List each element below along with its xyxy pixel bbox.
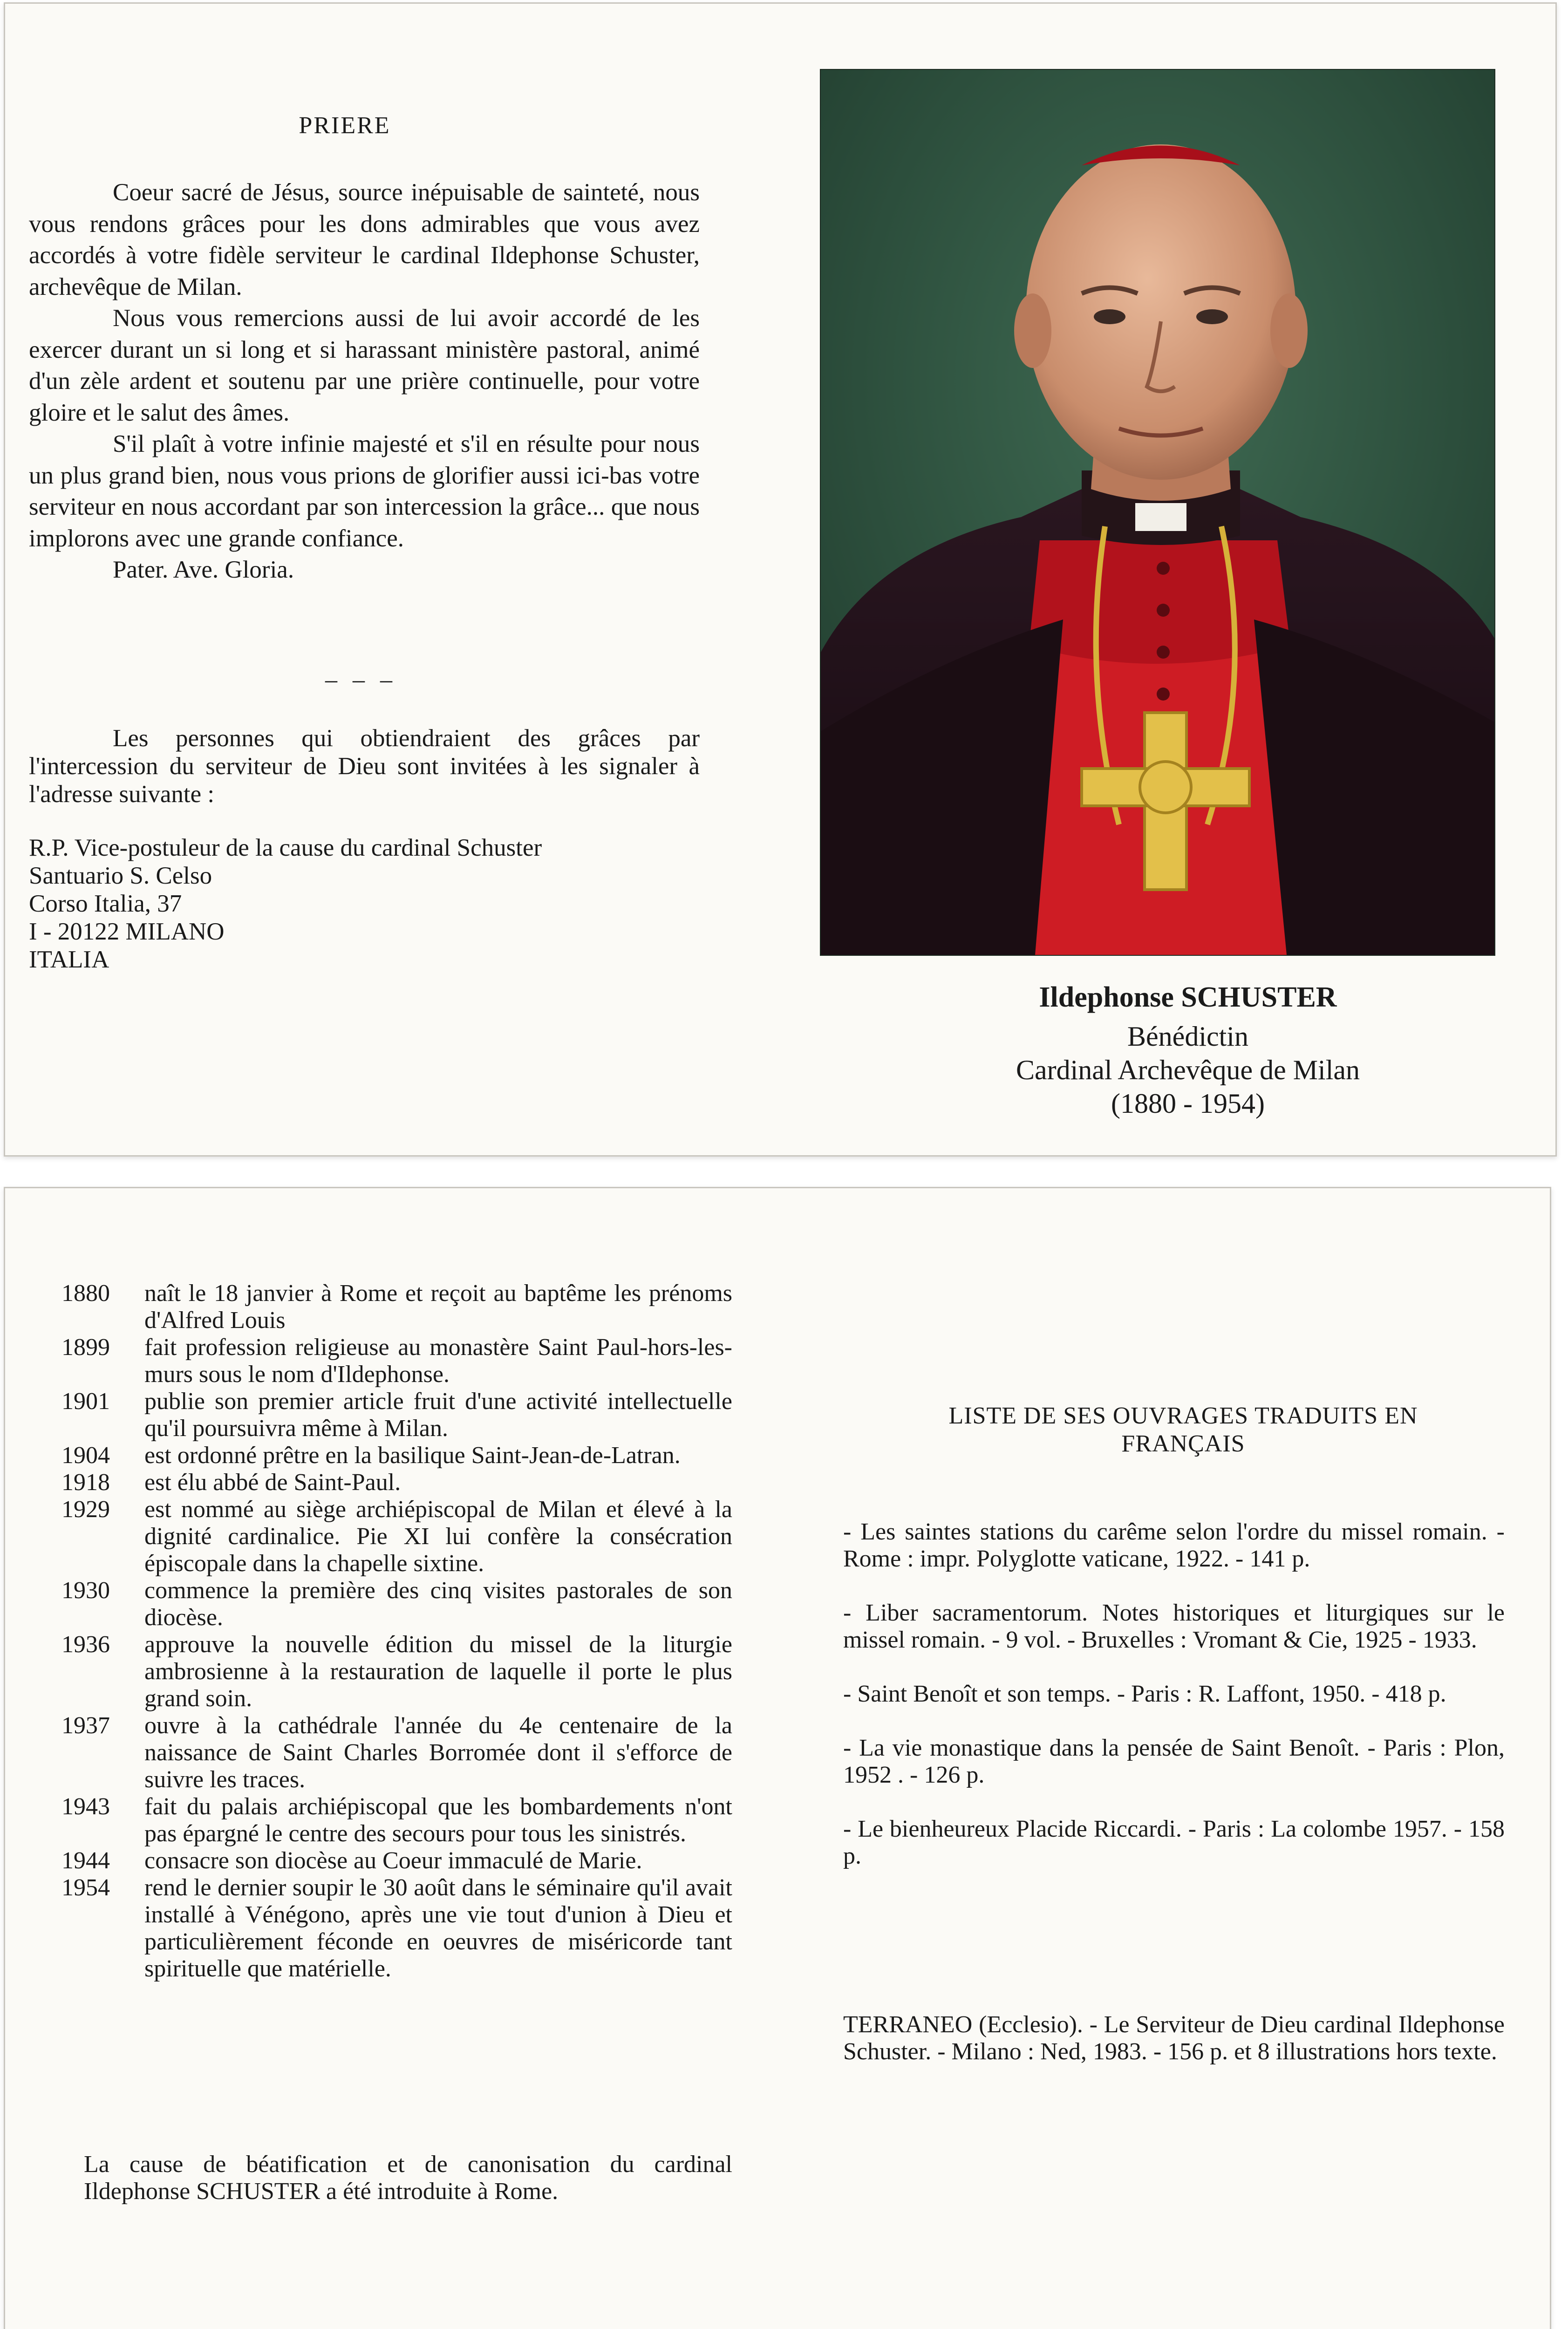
work-item: - Saint Benoît et son temps. - Paris : R. Laffont, 1950. - 418 p.: [843, 1681, 1446, 1707]
chronology-entry: [61, 1847, 732, 1874]
address-line: I - 20122 MILANO: [29, 918, 225, 945]
chronology-text: ouvre à la cathédrale l'année du 4e centenaire de la naissance de Saint Charles Borromée dont il s'efforce de suivre les traces.: [144, 1712, 732, 1793]
chronology-text: approuve la nouvelle édition du missel de la liturgie ambrosienne à la restauration de laquelle il porte le plus grand soin.: [144, 1631, 732, 1712]
chronology-entry: [61, 1334, 732, 1388]
chronology-year: 1904: [61, 1442, 110, 1469]
beatification-text: La cause de béatification et de canonisation du cardinal Ildephonse SCHUSTER a été introduite à Rome.: [84, 2151, 732, 2205]
chronology-year: 1937: [61, 1712, 110, 1739]
chronology-text: consacre son diocèse au Coeur immaculé de Marie.: [144, 1847, 642, 1874]
chronology-entry: [61, 1712, 732, 1793]
postal-address: [29, 834, 709, 974]
cardinal-portrait: [820, 69, 1495, 956]
chronology-entry: [61, 1793, 732, 1847]
portrait-illustration: [821, 70, 1494, 955]
cardinal-role: Cardinal Archevêque de Milan: [1016, 1055, 1360, 1085]
name-block: [908, 981, 1467, 1120]
work-item: - La vie monastique dans la pensée de Saint Benoît. - Paris : Plon, 1952 . - 126 p.: [843, 1735, 1505, 1788]
chronology: [61, 1280, 732, 1982]
bibliography-entry: TERRANEO (Ecclesio). - Le Serviteur de Dieu cardinal Ildephonse Schuster. - Milano : Ned, 1983. - 156 p. et 8 illustrations hors texte.: [843, 2011, 1505, 2065]
address-line: Santuario S. Celso: [29, 862, 212, 889]
address-line: Corso Italia, 37: [29, 890, 182, 917]
cardinal-dates: (1880 - 1954): [1111, 1088, 1265, 1119]
work-item: - Les saintes stations du carême selon l'ordre du missel romain. - Rome : impr. Polyglotte vaticane, 1922. - 141 p.: [843, 1519, 1505, 1572]
prayer-title: PRIERE: [299, 112, 391, 139]
chronology-year: 1936: [61, 1631, 110, 1658]
chronology-text: publie son premier article fruit d'une activité intellectuelle qu'il poursuivra même à Milan.: [144, 1388, 732, 1442]
prayer-paragraph: Nous vous remercions aussi de lui avoir accordé de les exercer durant un si long et si harassant ministère pastoral, animé d'un zèle ardent et soutenu par une prière continuelle, pour votre gloire et le salut des âmes.: [29, 305, 700, 426]
beatification-note: [84, 2151, 732, 2205]
chronology-text: fait profession religieuse au monastère Saint Paul-hors-les-murs sous le nom d'Ildephonse.: [144, 1334, 732, 1388]
chronology-text: rend le dernier soupir le 30 août dans le séminaire qu'il avait installé à Vénégono, après une vie tout d'union à Dieu et particulièrement féconde en oeuvres de miséricorde tant spirituelle que matérielle.: [144, 1874, 732, 1982]
chronology-entry: [61, 1631, 732, 1712]
chronology-year: 1954: [61, 1874, 110, 1901]
chronology-text: est nommé au siège archiépiscopal de Milan et élevé à la dignité cardinalice. Pie XI lui confère la consécration épiscopale dans la chapelle sixtine.: [144, 1496, 732, 1577]
notice-paragraph: Les personnes qui obtiendraient des grâces par l'intercession du serviteur de Dieu sont invitées à les signaler à l'adresse suivante :: [29, 725, 700, 808]
chronology-entry: [61, 1442, 732, 1469]
prayer-text: [29, 177, 700, 586]
chronology-text: est élu abbé de Saint-Paul.: [144, 1469, 401, 1496]
prayer-paragraph: S'il plaît à votre infinie majesté et s'il en résulte pour nous un plus grand bien, nous vous prions de glorifier aussi ici-bas votre serviteur en nous accordant par son intercession la grâce... que nous implorons avec une grande confiance.: [29, 430, 700, 552]
prayer-closing: Pater. Ave. Gloria.: [113, 556, 294, 583]
chronology-entry: [61, 1469, 732, 1496]
chronology-year: 1944: [61, 1847, 110, 1874]
work-item: - Le bienheureux Placide Riccardi. - Paris : La colombe 1957. - 158 p.: [843, 1816, 1505, 1869]
chronology-entry: [61, 1577, 732, 1631]
works-title: LISTE DE SES OUVRAGES TRADUITS EN FRANÇAIS: [948, 1403, 1418, 1457]
prayer-paragraph: Coeur sacré de Jésus, source inépuisable de sainteté, nous vous rendons grâces pour les dons admirables que vous avez accordés à votre fidèle serviteur le cardinal Ildephonse Schuster, archevêque de Milan.: [29, 179, 700, 300]
notice-text: [29, 724, 700, 808]
chronology-entry: [61, 1874, 732, 1982]
chronology-text: fait du palais archiépiscopal que les bombardements n'ont pas épargné le centre des secours pour tous les sinistrés.: [144, 1793, 732, 1847]
chronology-year: 1918: [61, 1469, 110, 1496]
address-line: R.P. Vice-postuleur de la cause du cardinal Schuster: [29, 834, 542, 861]
chronology-year: 1943: [61, 1793, 110, 1820]
cardinal-name: Ildephonse SCHUSTER: [1039, 981, 1337, 1013]
chronology-entry: [61, 1496, 732, 1577]
work-item: - Liber sacramentorum. Notes historiques et liturgiques sur le missel romain. - 9 vol. - Bruxelles : Vromant & Cie, 1925 - 1933.: [843, 1600, 1505, 1653]
cardinal-order: Bénédictin: [1127, 1021, 1248, 1052]
separator: – – –: [325, 667, 397, 693]
chronology-text: est ordonné prêtre en la basilique Saint-Jean-de-Latran.: [144, 1442, 681, 1469]
chronology-text: commence la première des cinq visites pastorales de son diocèse.: [144, 1577, 732, 1631]
works-list: [843, 1519, 1505, 1897]
chronology-year: 1930: [61, 1577, 110, 1604]
chronology-year: 1899: [61, 1334, 110, 1361]
chronology-year: 1880: [61, 1280, 110, 1307]
chronology-year: 1929: [61, 1496, 110, 1523]
chronology-text: naît le 18 janvier à Rome et reçoit au baptême les prénoms d'Alfred Louis: [144, 1280, 732, 1334]
chronology-entry: [61, 1280, 732, 1334]
address-line: ITALIA: [29, 946, 109, 973]
chronology-year: 1901: [61, 1388, 110, 1415]
chronology-entry: [61, 1388, 732, 1442]
